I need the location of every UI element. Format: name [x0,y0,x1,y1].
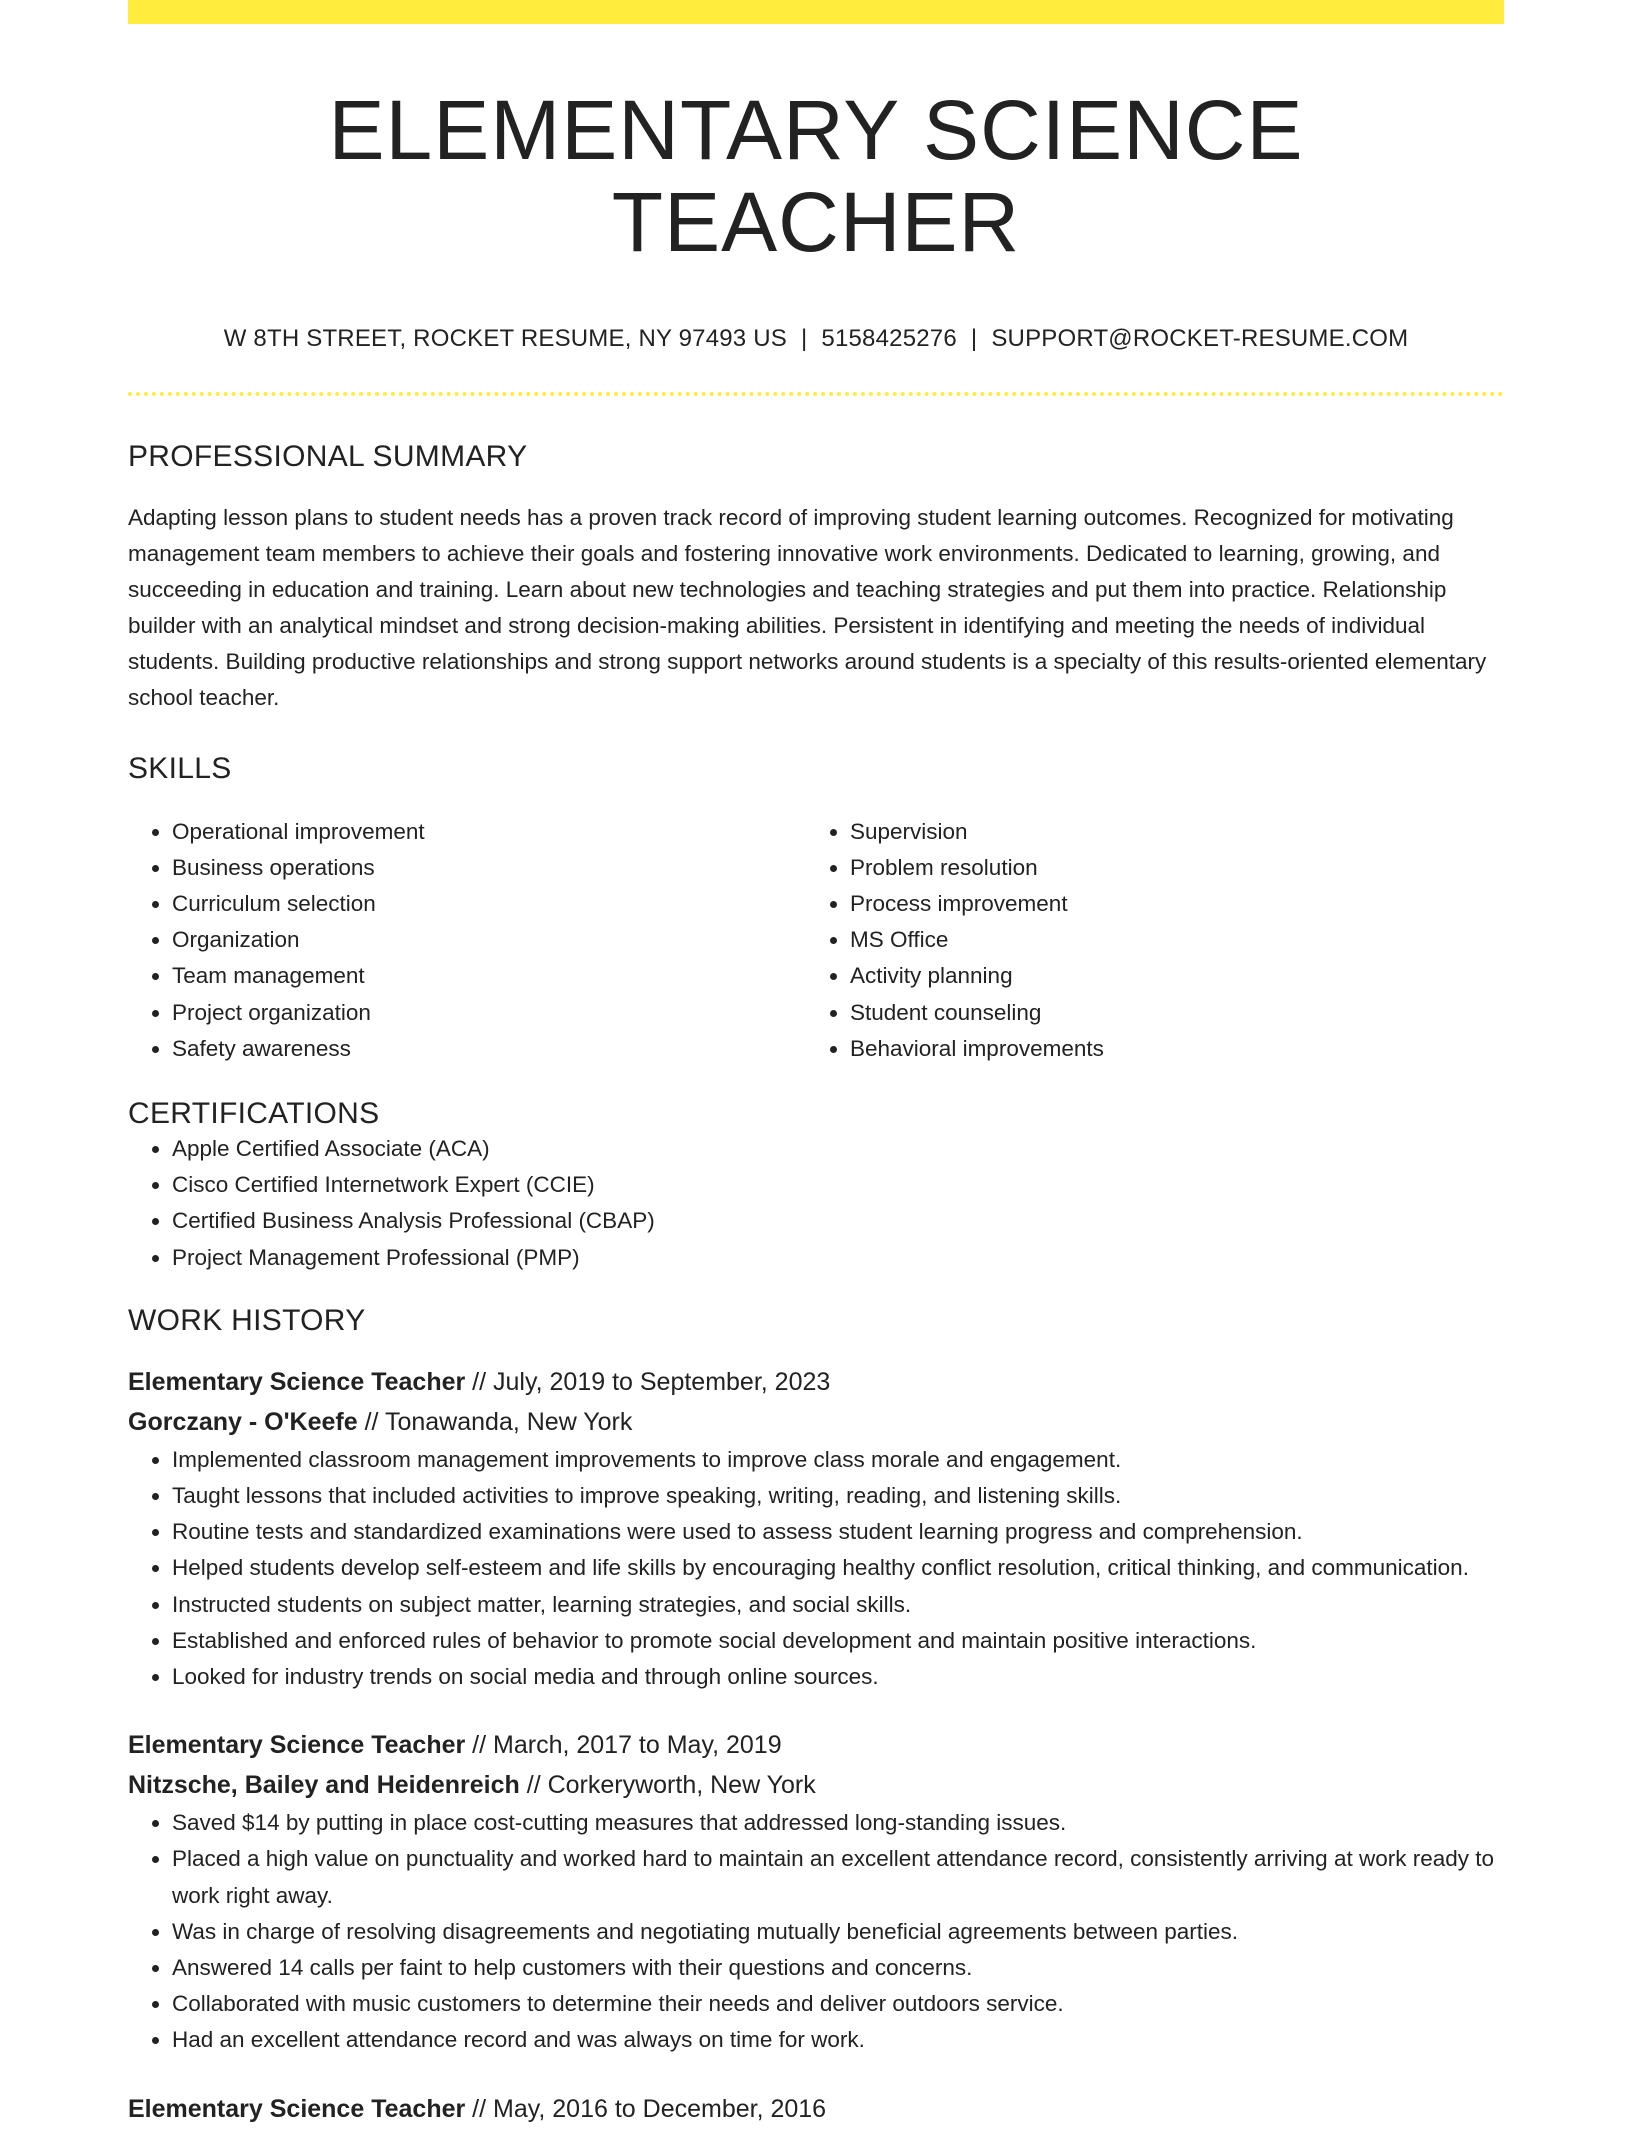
skill-item: • Operational improvement [172,814,806,850]
job-company: Gorczany - O'Keefe [128,1407,358,1436]
skill-item: • Project organization [172,995,806,1031]
skills-list-left [128,814,806,1067]
job-bullet: • Saved $14 by putting in place cost-cutting measures that addressed long-standing issues. [172,1805,1504,1841]
job-entry [128,2089,1504,2129]
skill-item: • Student counseling [850,995,1484,1031]
skills-list-right [806,814,1484,1067]
work-history-heading: WORK HISTORY [128,1303,366,1337]
job-title: Elementary Science Teacher [128,1731,466,1760]
job-bullet: • Answered 14 calls per faint to help customers with their questions and concerns. [172,1950,1504,1986]
job-bullet: • Instructed students on subject matter, learning strategies, and social skills. [172,1587,1504,1623]
skill-item: • Supervision [850,814,1484,850]
job-company-line [128,1402,1504,1442]
job-bullet: • Helped students develop self-esteem and life skills by encouraging healthy conflict resolution, critical thinking, and communication. [172,1550,1504,1586]
certification-item: • Apple Certified Associate (ACA) [172,1131,1504,1167]
job-entry [128,1362,1504,1695]
contact-line [128,325,1504,354]
job-title: Elementary Science Teacher [128,2094,466,2123]
job-location: // Corkeryworth, New York [519,1771,816,1800]
resume-name: ELEMENTARY SCIENCE TEACHER [328,83,1304,270]
accent-top-bar [128,0,1504,24]
skill-item: • Safety awareness [172,1031,806,1067]
job-bullets [128,1442,1504,1695]
job-bullets [128,1805,1504,2058]
job-company-line [128,1765,1504,1805]
summary-heading: PROFESSIONAL SUMMARY [128,439,528,473]
job-entry [128,1725,1504,2058]
job-dates: // July, 2019 to September, 2023 [465,1367,831,1396]
certifications-list [128,1131,1504,1276]
skill-item: • Problem resolution [850,850,1484,886]
certifications-heading: CERTIFICATIONS [128,1097,380,1130]
job-bullet: • Placed a high value on punctuality and worked hard to maintain an excellent attendance record, consistently arriving at work ready to work right away. [172,1841,1504,1913]
skills-heading: SKILLS [128,751,232,785]
contact-separator: | [970,324,978,352]
certification-item: • Certified Business Analysis Professional (CBAP) [172,1203,1504,1239]
job-title-line [128,1362,1504,1402]
job-bullet: • Collaborated with music customers to determine their needs and deliver outdoors service. [172,1986,1504,2022]
job-dates: // May, 2016 to December, 2016 [465,2094,827,2123]
skill-item: • Process improvement [850,886,1484,922]
contact-phone: 5158425276 [821,324,957,352]
resume-page [128,0,1504,2129]
job-dates: // March, 2017 to May, 2019 [465,1731,782,1760]
skills-columns [128,814,1504,1067]
summary-text: Adapting lesson plans to student needs has a proven track record of improving student learning outcomes. Recognized for motivating management team members to achieve their goals and fostering innovative work environments. Dedicated to learning, growing, and succeeding in education and training. Learn about new technologies and teaching strategies and put them into practice. Relationship builder with an analytical mindset and strong decision-making abilities. Persistent in identifying and meeting the needs of individual students. Building productive relationships and strong support networks around students is a specialty of this results-oriented elementary school teacher. [128,504,1487,710]
job-title-line [128,2089,1504,2129]
job-bullet: • Looked for industry trends on social media and through online sources. [172,1659,1504,1695]
skill-item: • Activity planning [850,958,1484,994]
job-bullet: • Had an excellent attendance record and was always on time for work. [172,2022,1504,2058]
job-title: Elementary Science Teacher [128,1367,466,1396]
certification-item: • Cisco Certified Internetwork Expert (CCIE) [172,1167,1504,1203]
job-title-line [128,1725,1504,1765]
skill-item: • Business operations [172,850,806,886]
skill-item: • Behavioral improvements [850,1031,1484,1067]
skill-item: • MS Office [850,922,1484,958]
contact-address: W 8TH STREET, ROCKET RESUME, NY 97493 US [223,324,787,352]
job-bullet: • Established and enforced rules of behavior to promote social development and maintain positive interactions. [172,1623,1504,1659]
contact-separator: | [800,324,808,352]
job-company: Nitzsche, Bailey and Heidenreich [128,1771,520,1800]
skill-item: • Curriculum selection [172,886,806,922]
skill-item: • Organization [172,922,806,958]
contact-email: SUPPORT@ROCKET-RESUME.COM [991,324,1409,352]
job-location: // Tonawanda, New York [357,1407,633,1436]
skill-item: • Team management [172,958,806,994]
job-bullet: • Taught lessons that included activities to improve speaking, writing, reading, and listening skills. [172,1478,1504,1514]
job-bullet: • Implemented classroom management improvements to improve class morale and engagement. [172,1442,1504,1478]
job-bullet: • Was in charge of resolving disagreements and negotiating mutually beneficial agreements between parties. [172,1914,1504,1950]
certification-item: • Project Management Professional (PMP) [172,1240,1504,1276]
dotted-divider [128,392,1504,396]
job-bullet: • Routine tests and standardized examinations were used to assess student learning progress and comprehension. [172,1514,1504,1550]
